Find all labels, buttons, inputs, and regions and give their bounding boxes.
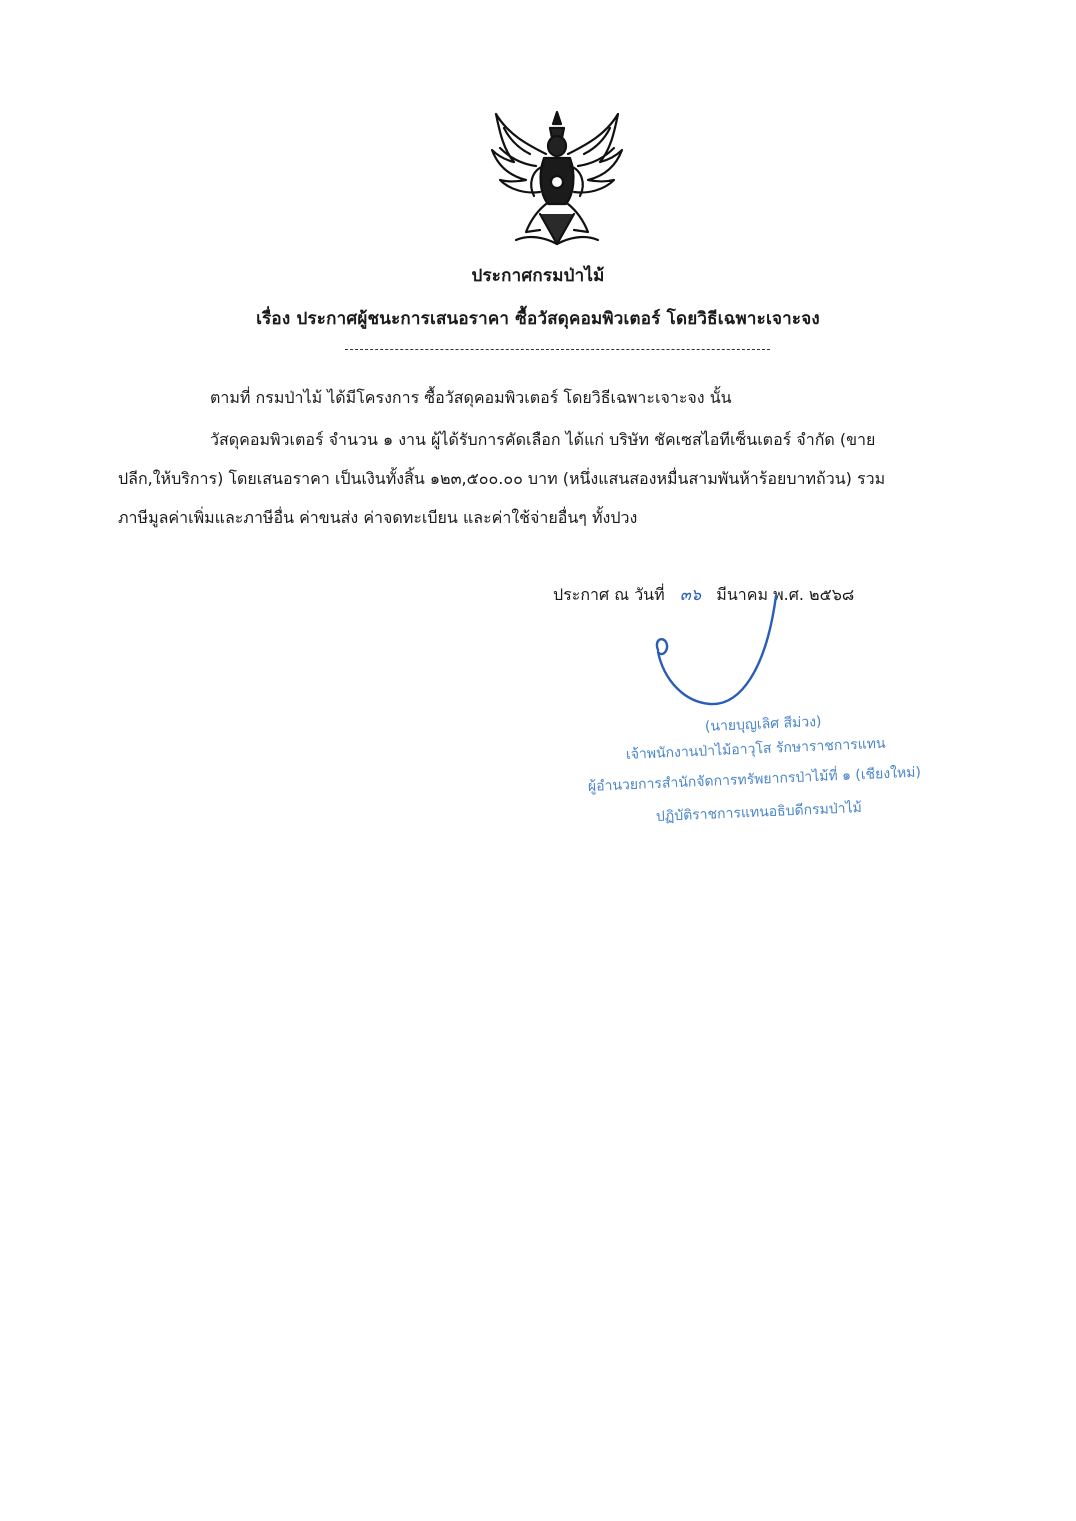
agency-heading: ประกาศกรมป่าไม้ <box>471 266 605 286</box>
body-paragraph-line: ตามที่ กรมป่าไม้ ได้มีโครงการ ซื้อวัสดุคอมพิวเตอร์ โดยวิธีเฉพาะเจาะจง นั้น <box>210 388 732 407</box>
announce-month: มีนาคม <box>716 585 768 604</box>
announce-year: พ.ศ. ๒๕๖๘ <box>773 585 855 604</box>
signatory-position: ผู้อำนวยการสำนักจัดการทรัพยากรป่าไม้ที่ ๑ (เชียงใหม่) <box>587 764 922 795</box>
divider <box>345 349 770 350</box>
signatory-position: เจ้าพนักงานป่าไม้อาวุโส รักษาราชการแทน <box>625 735 886 763</box>
handwritten-signature <box>640 590 800 710</box>
garuda-emblem-icon <box>486 104 628 254</box>
body-paragraph-line: ปลีก,ให้บริการ) โดยเสนอราคา เป็นเงินทั้งสิ้น ๑๒๓,๕๐๐.๐๐ บาท (หนึ่งแสนสองหมื่นสามพันห้าร้อยบาทถ้วน) รวม <box>118 469 886 488</box>
body-paragraph-line: ภาษีมูลค่าเพิ่มและภาษีอื่น ค่าขนส่ง ค่าจดทะเบียน และค่าใช้จ่ายอื่นๆ ทั้งปวง <box>118 508 638 527</box>
signatory-name: (นายบุญเลิศ สีม่วง) <box>704 713 822 735</box>
subject-heading: เรื่อง ประกาศผู้ชนะการเสนอราคา ซื้อวัสดุคอมพิวเตอร์ โดยวิธีเฉพาะเจาะจง <box>256 309 820 329</box>
announce-prefix: ประกาศ ณ วันที่ <box>553 585 665 604</box>
announce-day: ๓๖ <box>679 585 702 604</box>
body-paragraph-line: วัสดุคอมพิวเตอร์ จำนวน ๑ งาน ผู้ได้รับการคัดเลือก ได้แก่ บริษัท ชัคเซสไอทีเซ็นเตอร์ จำกัด (ขาย <box>210 430 876 449</box>
signatory-position: ปฏิบัติราชการแทนอธิบดีกรมป่าไม้ <box>655 800 863 825</box>
